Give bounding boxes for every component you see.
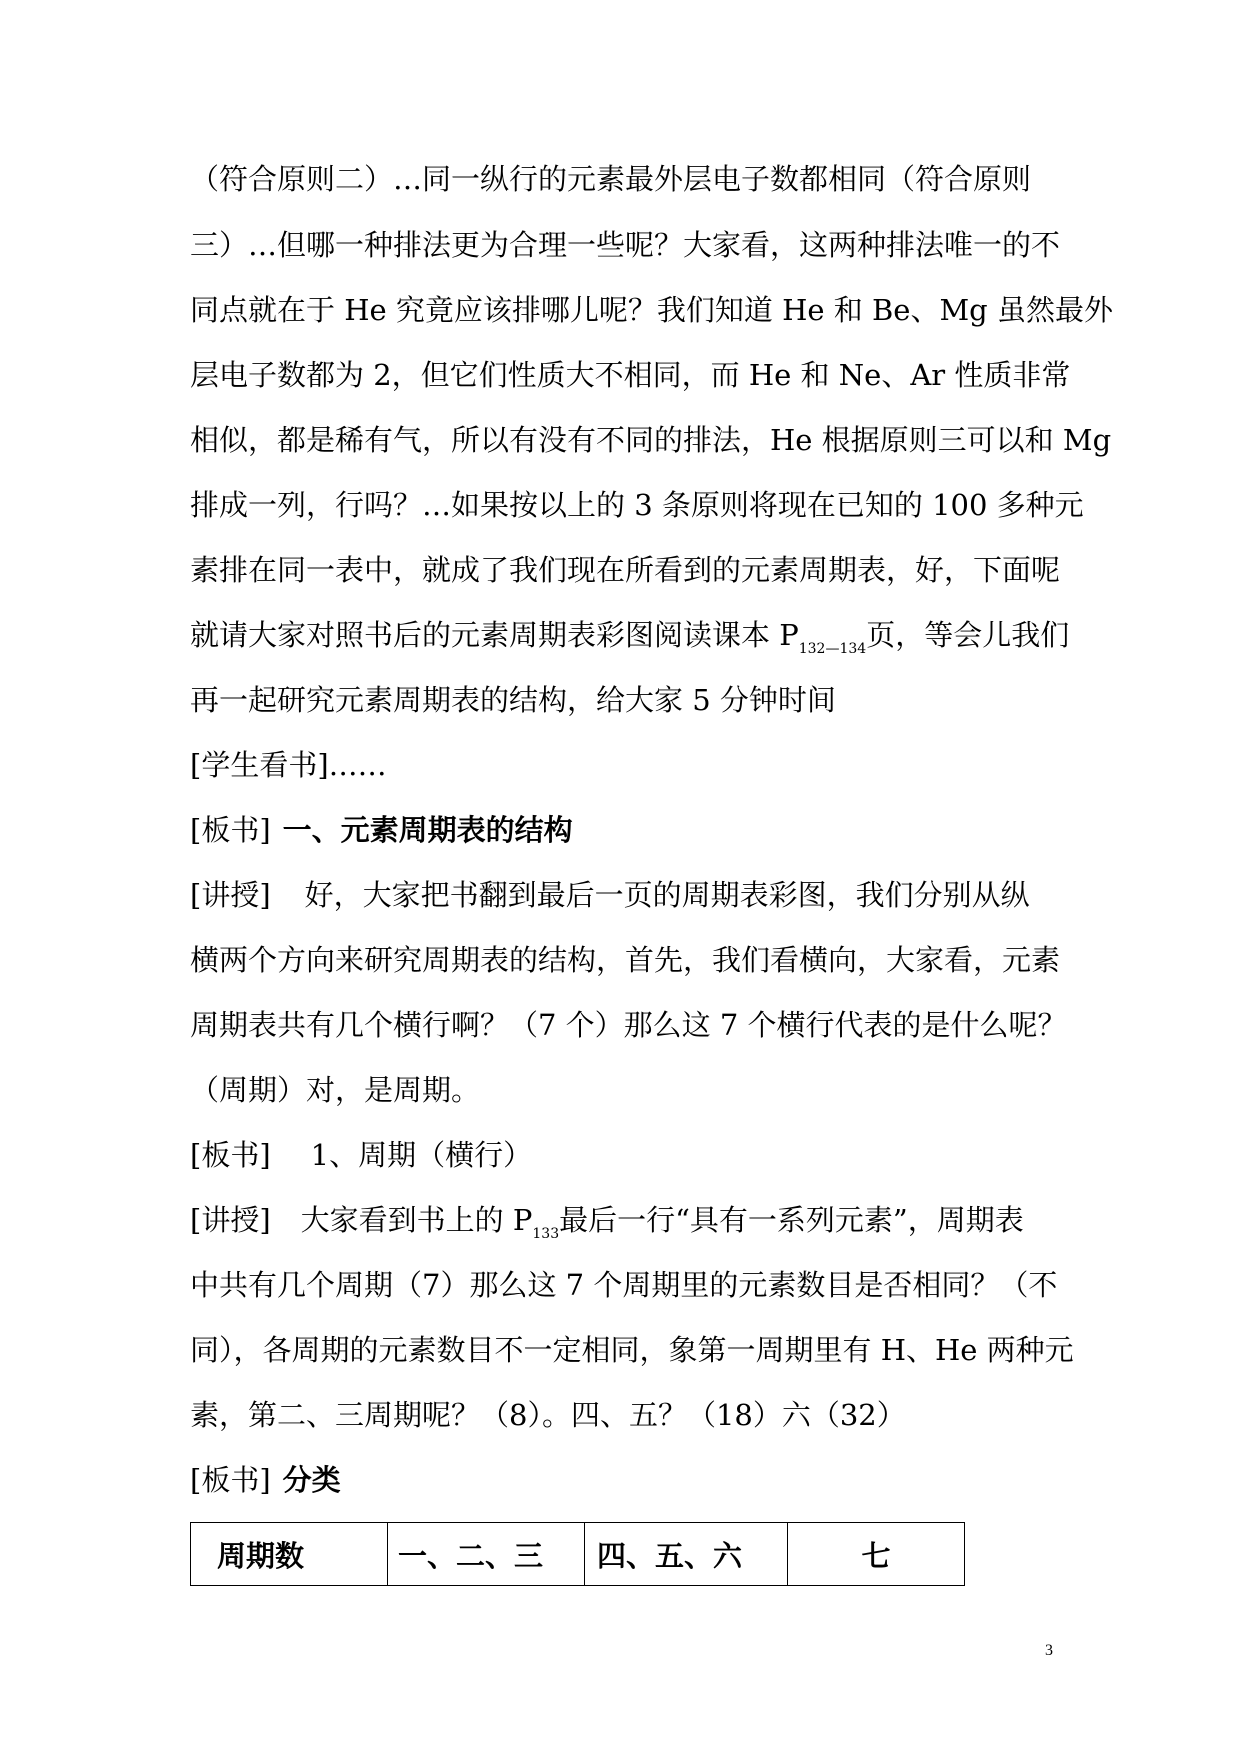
board-heading xyxy=(190,1135,1060,1175)
paragraph-text: 页，等会儿我们 xyxy=(866,618,1070,652)
paragraph-line: 再一起研究元素周期表的结构，给大家 5 分钟时间 xyxy=(190,683,836,717)
paragraph-line: 排成一列，行吗？…如果按以上的 3 条原则将现在已知的 100 多种元 xyxy=(190,488,1084,522)
board-heading xyxy=(190,810,1060,850)
lecture-line: 周期表共有几个横行啊？（7 个）那么这 7 个横行代表的是什么呢？ xyxy=(190,1008,1067,1042)
lecture-tag: [讲授] xyxy=(190,1203,271,1237)
lecture-line: （周期）对，是周期。 xyxy=(190,1073,481,1107)
lecture-text: 好，大家把书翻到最后一页的周期表彩图，我们分别从纵 xyxy=(304,878,1030,912)
paragraph-line: （符合原则二）…同一纵行的元素最外层电子数都相同（符合原则 xyxy=(190,162,1032,196)
lecture-text: 最后一行“具有一系列元素”，周期表 xyxy=(559,1203,1024,1237)
board-tag: [板书] xyxy=(190,1463,271,1497)
lecture-line xyxy=(190,875,1060,915)
board-title: 1、周期（横行） xyxy=(310,1138,533,1172)
student-reading-note: [学生看书]…… xyxy=(190,748,387,782)
lecture-line: 横两个方向来研究周期表的结构，首先，我们看横向，大家看，元素 xyxy=(190,943,1061,977)
page-subscript: 133 xyxy=(532,1226,560,1242)
table-row xyxy=(191,1523,965,1586)
paragraph-line xyxy=(190,615,1070,669)
table-cell: 周期数 xyxy=(191,1523,388,1586)
lecture-line: 素，第二、三周期呢？（8）。四、五？（18）六（32） xyxy=(190,1398,906,1432)
paragraph-text: 就请大家对照书后的元素周期表彩图阅读课本 P xyxy=(190,618,799,652)
table-cell: 四、五、六 xyxy=(585,1523,788,1586)
paragraph-line: 相似，都是稀有气，所以有没有不同的排法，He 根据原则三可以和 Mg xyxy=(190,423,1112,457)
paragraph-line: 层电子数都为 2，但它们性质大不相同，而 He 和 Ne、Ar 性质非常 xyxy=(190,358,1071,392)
lecture-line: 同），各周期的元素数目不一定相同，象第一周期里有 H、He 两种元 xyxy=(190,1333,1074,1367)
table-cell: 七 xyxy=(788,1523,965,1586)
page-range-subscript: 132—134 xyxy=(798,641,867,657)
period-classification-table xyxy=(190,1522,965,1586)
page-number: 3 xyxy=(1045,1642,1053,1659)
paragraph-line: 素排在同一表中，就成了我们现在所看到的元素周期表，好，下面呢 xyxy=(190,553,1061,587)
board-title: 分类 xyxy=(282,1463,341,1497)
lecture-line xyxy=(190,1200,1060,1254)
board-heading xyxy=(190,1460,1060,1500)
paragraph-line: 三）…但哪一种排法更为合理一些呢？大家看，这两种排法唯一的不 xyxy=(190,228,1061,262)
board-tag: [板书] xyxy=(190,1138,271,1172)
lecture-text: 大家看到书上的 P xyxy=(300,1203,533,1237)
lecture-line: 中共有几个周期（7）那么这 7 个周期里的元素数目是否相同？（不 xyxy=(190,1268,1058,1302)
lecture-tag: [讲授] xyxy=(190,878,271,912)
board-tag: [板书] xyxy=(190,813,271,847)
table-cell: 一、二、三 xyxy=(388,1523,585,1586)
board-title: 一、元素周期表的结构 xyxy=(282,813,573,847)
paragraph-line: 同点就在于 He 究竟应该排哪儿呢？我们知道 He 和 Be、Mg 虽然最外 xyxy=(190,293,1113,327)
